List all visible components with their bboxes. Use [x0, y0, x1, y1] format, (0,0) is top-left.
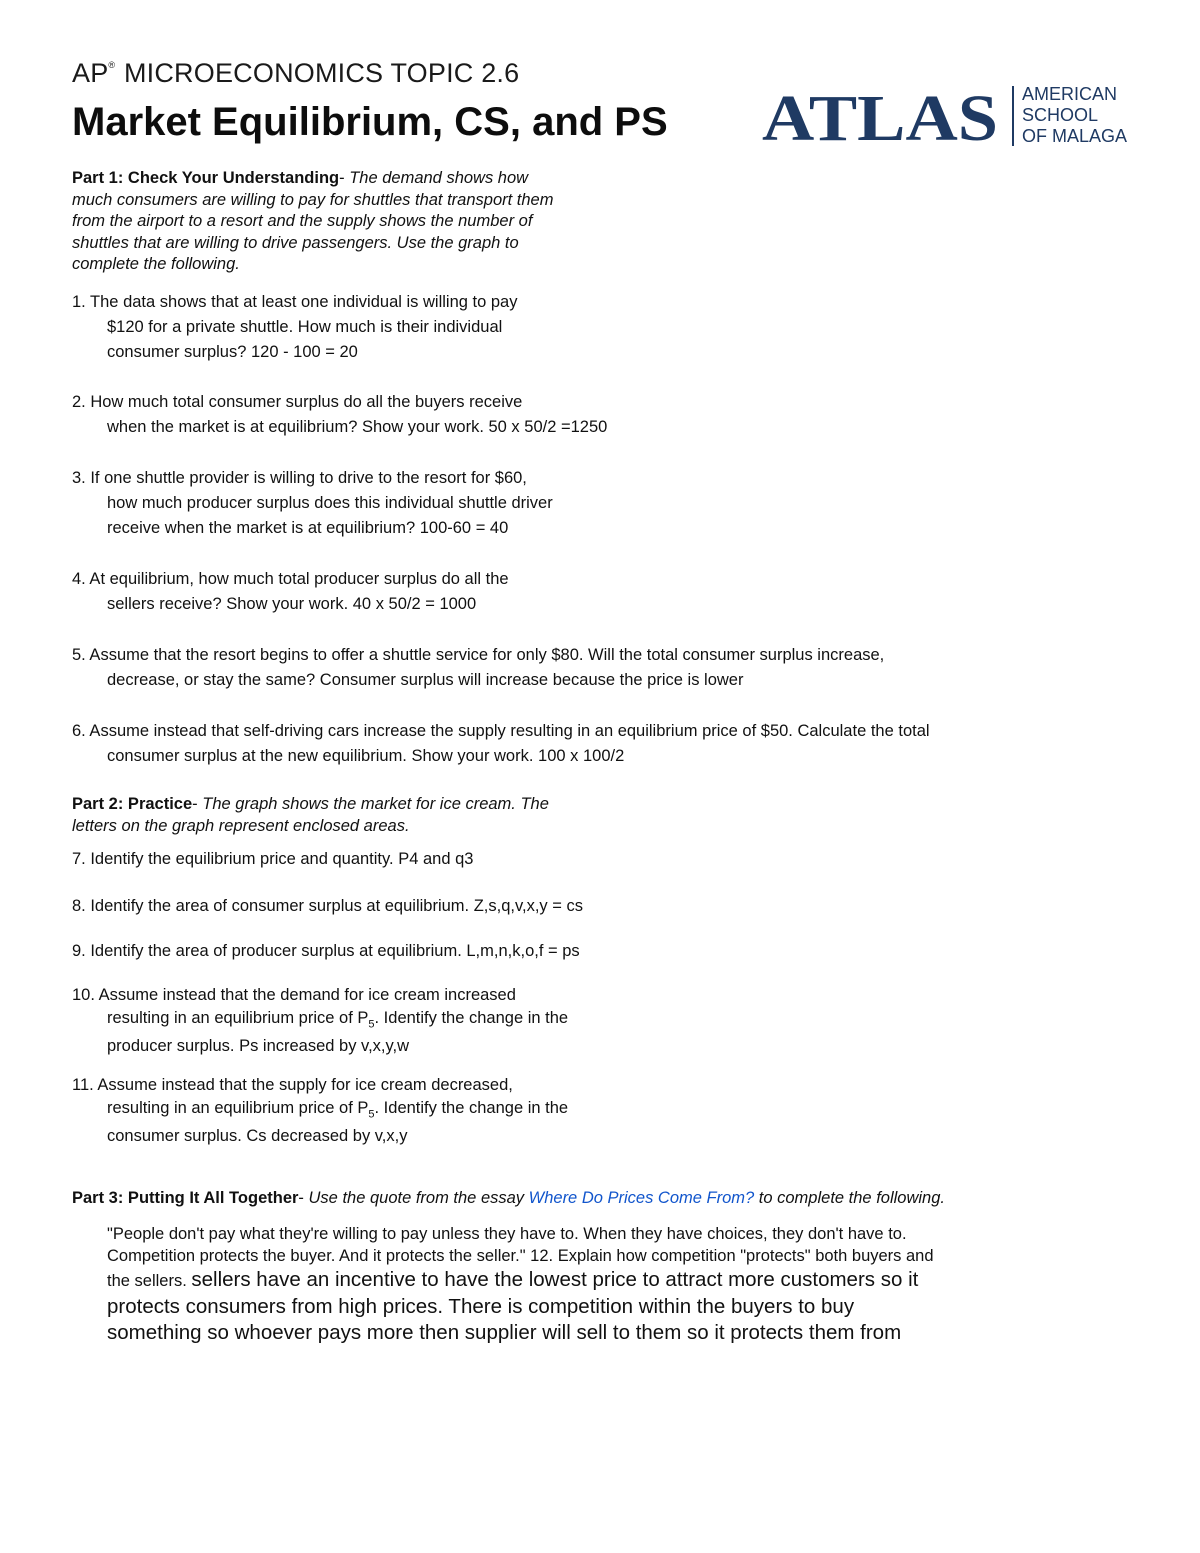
question-10: 10. Assume instead that the demand for ice cream increased resulting in an equilibrium price of $P_5$. Identify the change in the producer surplus. Ps increased by v,x,y,w — [72, 986, 569, 1056]
essay-link[interactable]: Where Do Prices Come From? — [528, 1189, 755, 1207]
logo-line-3: OF MALAGA — [1022, 126, 1128, 146]
question-4: 4. At equilibrium, how much total producer surplus do all the sellers receive? Show your work. 40 x 50/2 = 1000 — [72, 570, 509, 613]
question-9: 9. Identify the area of producer surplus at equilibrium. L,m,n,k,o,f = ps — [72, 942, 580, 960]
question-2: 2. How much total consumer surplus do all the buyers receive when the market is at equilibrium? Show your work. 50 x 50/2 =1250 — [72, 393, 608, 436]
question-6: 6. Assume instead that self-driving cars increase the supply resulting in an equilibrium price of $50. Calculate the total consumer surplus at the new equilibrium. Show your work. 100 x 100/2 — [72, 722, 930, 765]
question-7: 7. Identify the equilibrium price and quantity. P4 and q3 — [72, 850, 474, 868]
topic-supertitle: AP® MICROECONOMICS TOPIC 2.6 — [72, 58, 520, 88]
answer-line-2: protects consumers from high prices. There is competition within the buyers to buy — [107, 1295, 855, 1318]
question-3: 3. If one shuttle provider is willing to drive to the resort for $60, how much producer surplus does this individual shuttle driver receive when the market is at equilibrium? 100-60 = 40 — [72, 469, 553, 537]
question-5: 5. Assume that the resort begins to offer a shuttle service for only $80. Will the total consumer surplus increase, decrease, or stay the same? Consumer surplus will increase because the price is lower — [72, 646, 885, 689]
part2-intro: Part 2: Practice- The graph shows the market for ice cream. The letters on the graph represent enclosed areas. — [72, 795, 549, 835]
answer-line-3: something so whoever pays more then supplier will sell to them so it protects them from — [107, 1321, 902, 1344]
question-1: 1. The data shows that at least one individual is willing to pay $120 for a private shuttle. How much is their individual consumer surplus? 120 - 100 = 20 — [72, 293, 518, 361]
logo-wordmark: ATLAS — [762, 82, 998, 155]
part3-heading: Part 3: Putting It All Together — [72, 1189, 299, 1207]
part3-quote-and-answer: "People don't pay what they're willing to pay unless they have to. When they have choices, they don't have to. Competition protects the buyer. And it protects the seller." 12. Explain how competition "protects" both buyers and the sellers. sellers have an incentive to have the lowest price to attract more customers so it protects consumers from high prices. There is competition within the buyers to buy something so whoever pays more then supplier will sell to them so it protects them from — [107, 1224, 1187, 1346]
part1-heading: Part 1: Check Your Understanding — [72, 169, 340, 187]
part2-heading: Part 2: Practice — [72, 795, 193, 813]
page-title: Market Equilibrium, CS, and PS — [72, 100, 668, 144]
quote-line-1: "People don't pay what they're willing to pay unless they have to. When they have choices, they don't have to. — [107, 1225, 907, 1243]
school-logo — [760, 78, 1140, 158]
logo-divider — [1012, 86, 1014, 146]
answer-line-1: sellers have an incentive to have the lowest price to attract more customers so it — [191, 1268, 919, 1291]
logo-line-1: AMERICAN — [1022, 84, 1118, 104]
logo-line-2: SCHOOL — [1022, 105, 1099, 125]
part1-intro: Part 1: Check Your Understanding- The demand shows how much consumers are willing to pay for shuttles that transport them from the airport to a resort and the supply shows the number of shuttles that are willing to drive passengers. Use the graph to complete the following. — [72, 169, 554, 273]
quote-line-2: Competition protects the buyer. And it protects the seller." 12. Explain how competition "protects" both buyers and — [107, 1246, 934, 1265]
question-8: 8. Identify the area of consumer surplus at equilibrium. Z,s,q,v,x,y = cs — [72, 897, 583, 915]
question-11: 11. Assume instead that the supply for ice cream decreased, resulting in an equilibrium price of $P_5$. Identify the change in the consumer surplus. Cs decreased by v,x,y — [72, 1076, 569, 1146]
part3-intro: Part 3: Putting It All Together- Use the quote from the essay Where Do Prices Come From? to complete the following. — [72, 1189, 945, 1207]
